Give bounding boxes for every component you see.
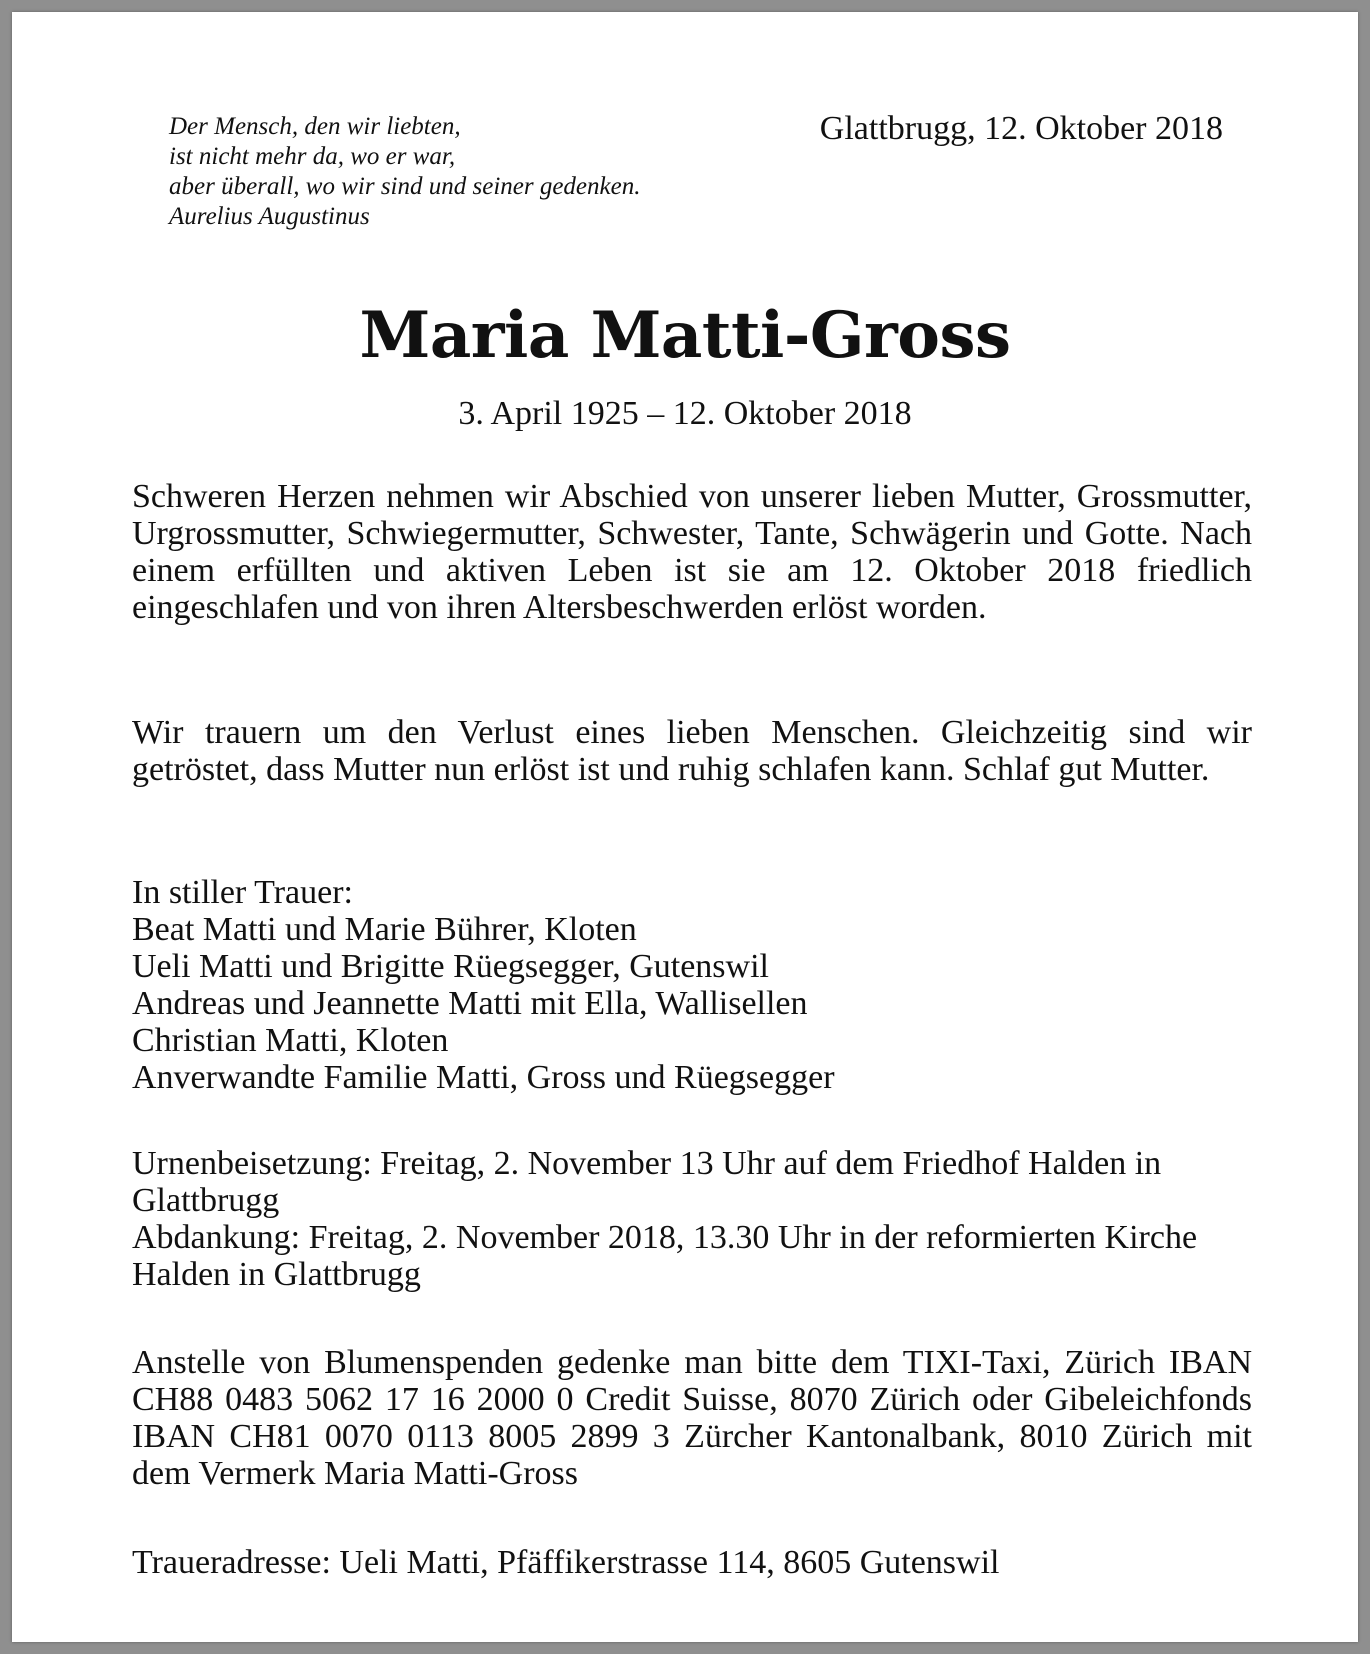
- mourner-entry: Christian Matti, Kloten: [132, 1022, 449, 1059]
- mourners-heading: In stiller Trauer:: [132, 874, 353, 911]
- ceremony-details: [132, 1145, 1252, 1293]
- quote-author: Aurelius Augustinus: [169, 203, 370, 230]
- urn-burial-info: Urnenbeisetzung: Freitag, 2. November 13 Uhr auf dem Friedhof Halden in Glattbrugg: [132, 1145, 1162, 1219]
- mourner-entry: Andreas und Jeannette Matti mit Ella, Wallisellen: [132, 985, 808, 1022]
- donation-info: Anstelle von Blumenspenden gedenke man bitte dem TIXI-Taxi, Zürich IBAN CH88 0483 5062 17 16 2000 0 Credit Suisse, 8070 Zürich oder Gibeleichfonds IBAN CH81 0070 0113 8005 2899 3 Zürcher Kantonalbank, 8010 Zürich mit dem Vermerk Maria Matti-Gross: [132, 1344, 1252, 1492]
- announcement-paragraph: Schweren Herzen nehmen wir Abschied von unserer lieben Mutter, Grossmutter, Urgrossmutter, Schwiegermutter, Schwester, Tante, Schwägerin und Gotte. Nach einem erfüllten und aktiven Leben ist sie am 12. Oktober 2018 friedlich eingeschlafen und von ihren Altersbeschwerden erlöst worden.: [132, 478, 1252, 626]
- mourners-list: [132, 874, 1252, 1096]
- mourning-address: Traueradresse: Ueli Matti, Pfäffikerstrasse 114, 8605 Gutenswil: [132, 1544, 1000, 1581]
- memorial-quote: [169, 112, 809, 232]
- deceased-name: Maria Matti-Gross: [359, 298, 1011, 373]
- quote-line: aber überall, wo wir sind und seiner gedenken.: [169, 173, 641, 200]
- quote-line: Der Mensch, den wir liebten,: [169, 113, 461, 140]
- mourning-paragraph: Wir trauern um den Verlust eines lieben Menschen. Gleichzeitig sind wir getröstet, dass Mutter nun erlöst ist und ruhig schlafen kann. Schlaf gut Mutter.: [132, 714, 1252, 788]
- mourner-entry: Beat Matti und Marie Bührer, Kloten: [132, 911, 637, 948]
- mourner-entry: Ueli Matti und Brigitte Rüegsegger, Gutenswil: [132, 948, 769, 985]
- obituary-page: [12, 12, 1358, 1642]
- mourner-entry: Anverwandte Familie Matti, Gross und Rüegsegger: [132, 1059, 835, 1096]
- quote-line: ist nicht mehr da, wo er war,: [169, 143, 456, 170]
- place-and-date: Glattbrugg, 12. Oktober 2018: [819, 110, 1223, 147]
- funeral-service-info: Abdankung: Freitag, 2. November 2018, 13.30 Uhr in der reformierten Kirche Halden in Glattbrugg: [132, 1219, 1198, 1293]
- life-dates: 3. April 1925 – 12. Oktober 2018: [458, 395, 912, 432]
